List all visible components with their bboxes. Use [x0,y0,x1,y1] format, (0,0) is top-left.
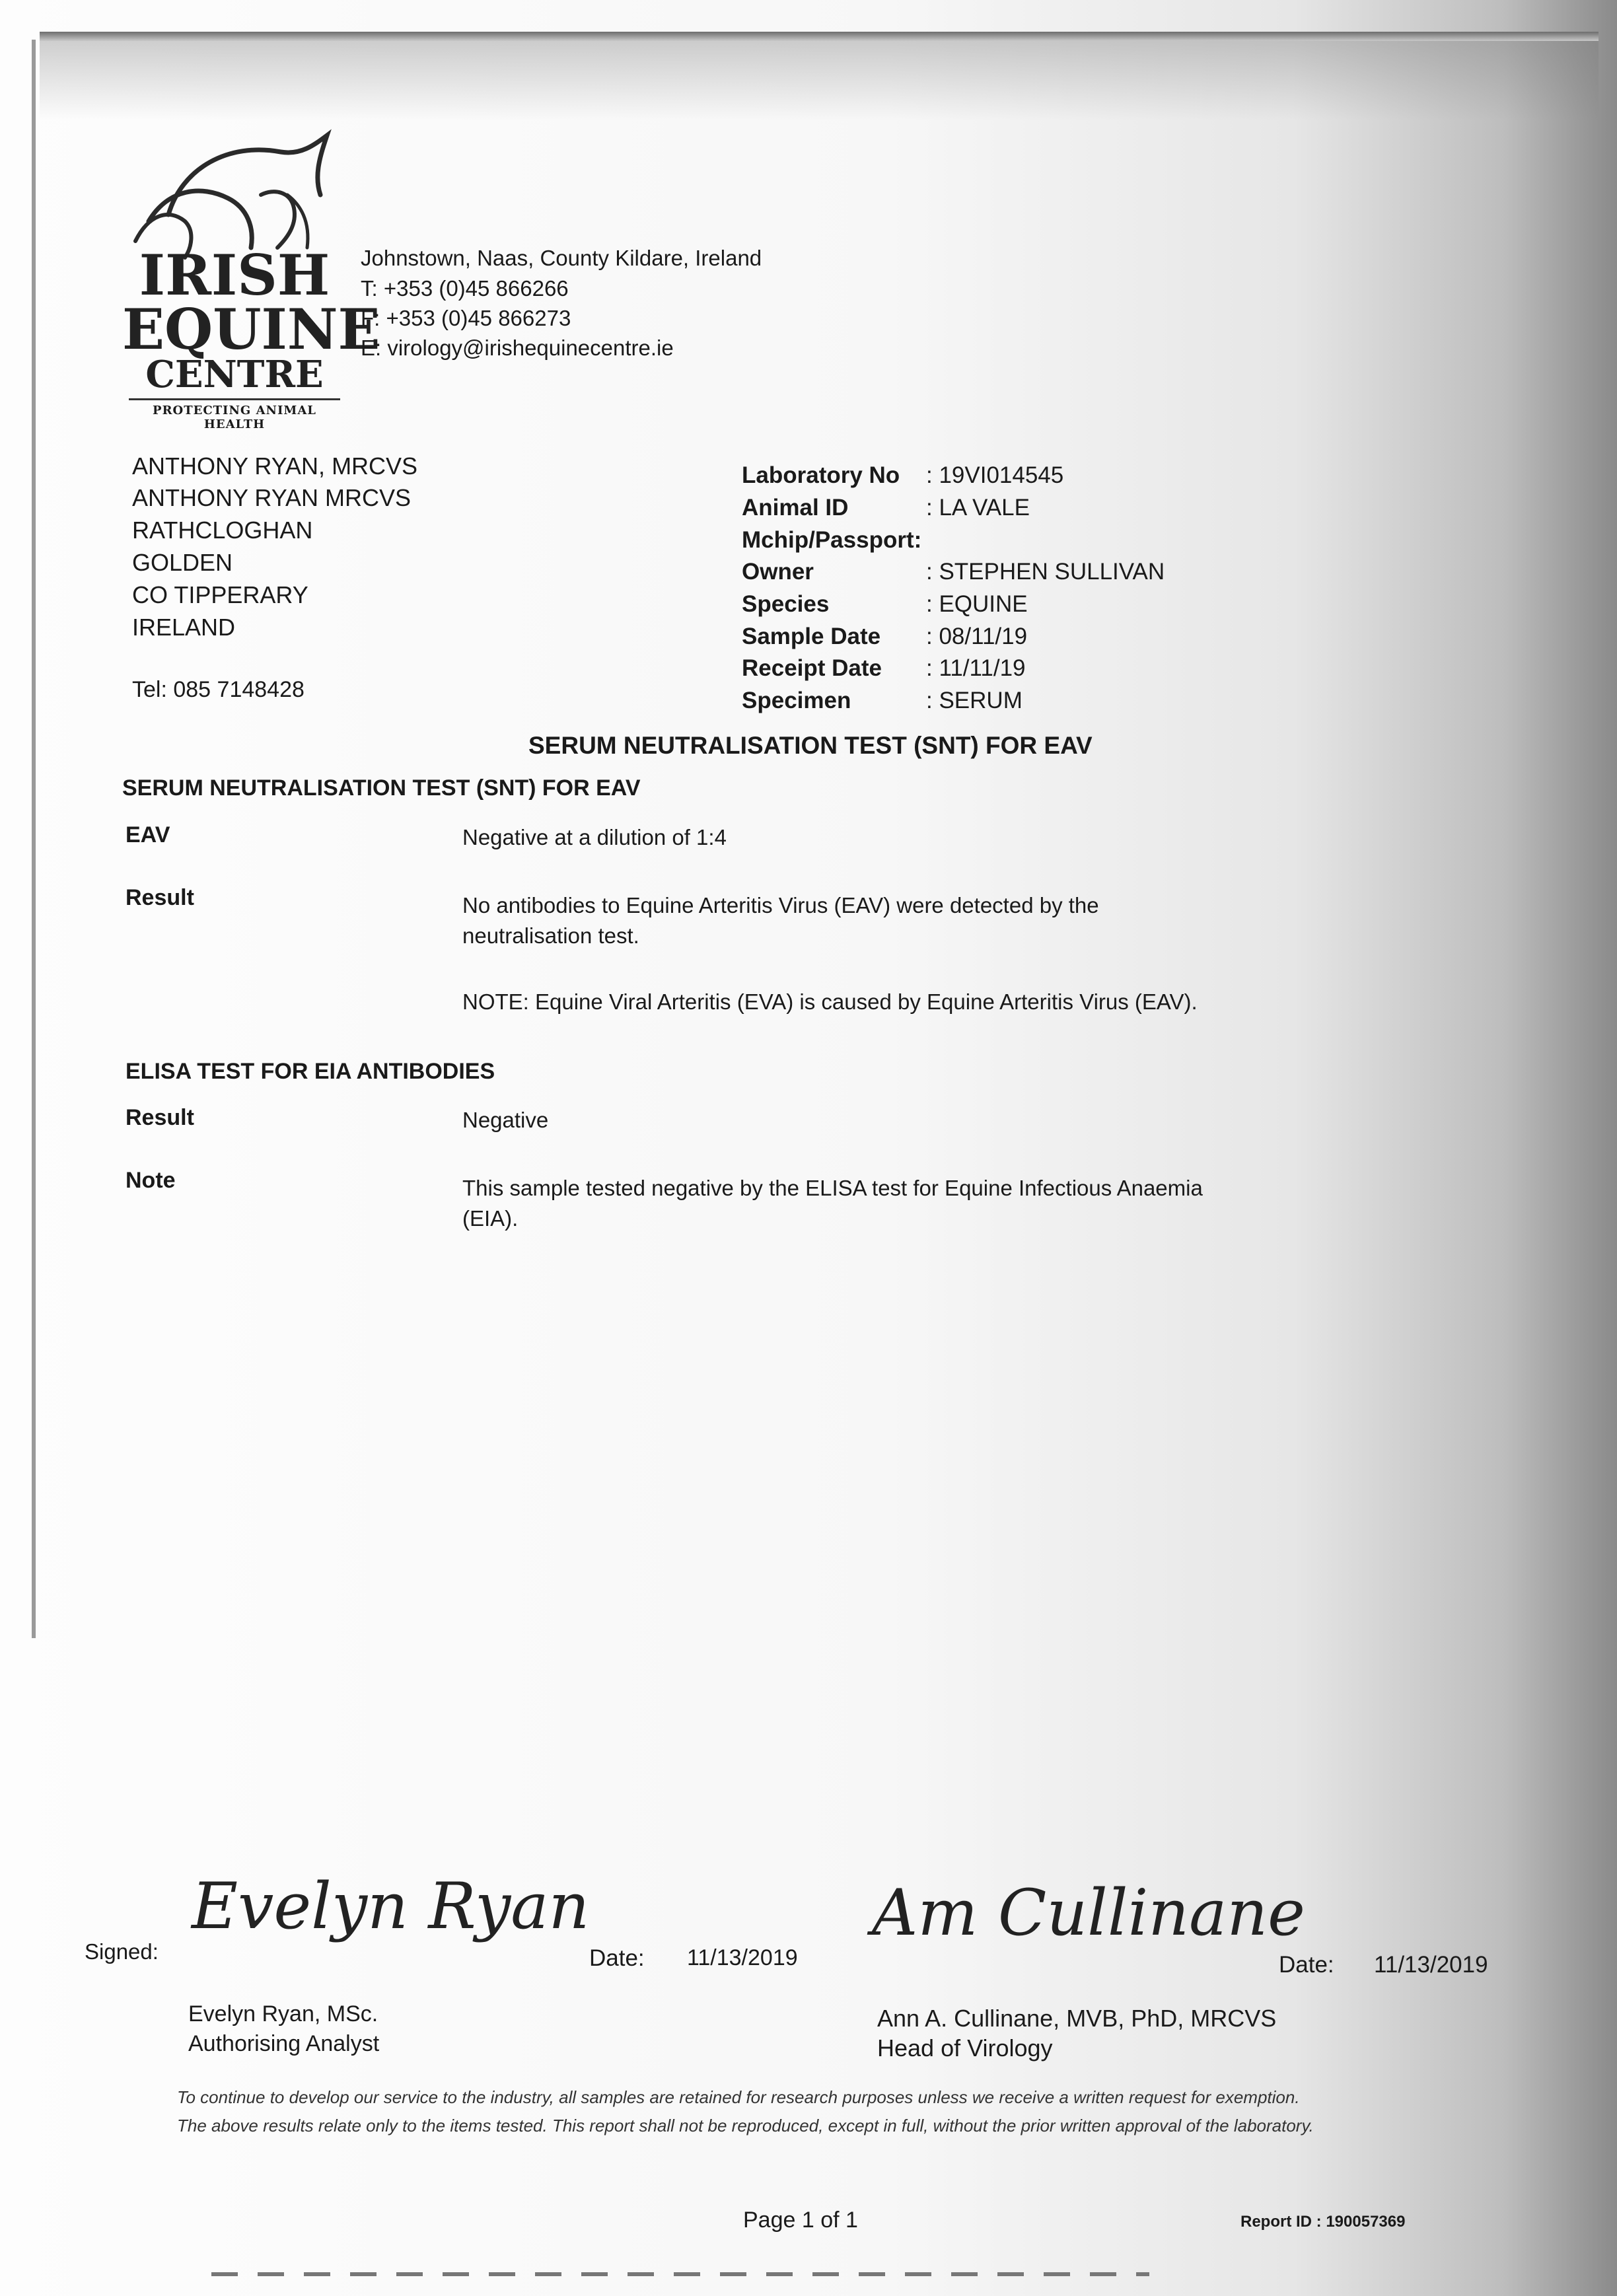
lab-info-value: : 11/11/19 [926,655,1026,681]
logo [122,116,380,431]
org-email: E: virology@irishequinecentre.ie [361,336,674,360]
lab-info-value: : EQUINE [926,591,1028,617]
eav-label: EAV [126,822,170,847]
logo-tagline: PROTECTING ANIMAL HEALTH [153,404,316,431]
lab-info-value: : 08/11/19 [926,624,1028,649]
paper-left-edge [32,40,36,1638]
scan-bottom-artifact [211,2272,1149,2276]
lab-info-label: Specimen [742,688,851,713]
sig1-name: Evelyn Ryan, MSc. [188,2001,378,2027]
recipient-line: GOLDEN [132,549,233,576]
page-number: Page 1 of 1 [743,2207,858,2233]
lab-info-value: : LA VALE [926,495,1030,520]
snt-result-value: No antibodies to Equine Arteritis Virus (EAV) were detected by the neutralisation test. [462,893,1099,948]
eav-value: Negative at a dilution of 1:4 [462,825,727,849]
recipient-line: RATHCLOGHAN [132,517,313,544]
sig2-role: Head of Virology [877,2034,1053,2062]
lab-info-value: : STEPHEN SULLIVAN [926,559,1165,585]
main-title: SERUM NEUTRALISATION TEST (SNT) FOR EAV [528,732,1093,759]
lab-info-label: Sample Date [742,624,881,649]
logo-line2: EQUINE [122,297,380,362]
sig2-date-label: Date: [1279,1952,1334,1978]
recipient-line: CO TIPPERARY [132,581,308,608]
sig2-name: Ann A. Cullinane, MVB, PhD, MRCVS [877,2005,1277,2032]
snt-result-label: Result [126,885,194,910]
logo-line1: IRISH [139,242,330,308]
recipient-line: ANTHONY RYAN MRCVS [132,484,412,511]
lab-info-value: : SERUM [926,688,1023,713]
elisa-result-value: Negative [462,1108,549,1132]
elisa-heading: ELISA TEST FOR EIA ANTIBODIES [126,1059,495,1084]
snt-heading: SERUM NEUTRALISATION TEST (SNT) FOR EAV [122,775,641,801]
recipient-line: ANTHONY RYAN, MRCVS [132,452,418,480]
paper-top-edge [40,32,1599,41]
lab-info-label: Receipt Date [742,655,882,681]
recipient-line: IRELAND [132,614,236,641]
snt-note: NOTE: Equine Viral Arteritis (EVA) is caused by Equine Arteritis Virus (EAV). [462,989,1198,1014]
org-phone: T: +353 (0)45 866266 [361,276,569,301]
disclaimer-line: The above results relate only to the items tested. This report shall not be reproduced, except in full, without the prior written approval of the laboratory. [177,2116,1314,2135]
org-address: Johnstown, Naas, County Kildare, Ireland [361,246,762,270]
elisa-note-value: This sample tested negative by the ELISA test for Equine Infectious Anaemia (EIA). [462,1176,1203,1231]
recipient-tel: Tel: 085 7148428 [132,677,305,702]
lab-info-label: Mchip/Passport: [742,527,922,553]
lab-info-label: Animal ID [742,495,849,520]
top-shadow [40,41,1599,120]
sig1-role: Authorising Analyst [188,2031,380,2056]
lab-info-value: : 19VI014545 [926,462,1064,488]
signature-evelyn-ryan: Evelyn Ryan [192,1869,590,1943]
disclaimer-line: To continue to develop our service to the industry, all samples are retained for research purposes unless we receive a written request for exemption. [177,2087,1300,2107]
horse-logo-icon [122,116,347,261]
signature-ann-cullinane: Am Cullinane [872,1876,1305,1950]
elisa-result-label: Result [126,1105,194,1130]
org-fax: F: +353 (0)45 866273 [361,306,571,330]
elisa-note-label: Note [126,1168,176,1193]
signed-label: Signed: [85,1939,159,1964]
report-id: Report ID : 190057369 [1240,2213,1406,2231]
lab-info-label: Owner [742,559,814,585]
lab-info-label: Species [742,591,830,617]
lab-info-label: Laboratory No [742,462,900,488]
logo-divider [129,398,340,400]
sig2-date: 11/13/2019 [1374,1952,1488,1978]
logo-line3: CENTRE [145,353,324,396]
sig1-date-label: Date: [589,1945,645,1971]
sig1-date: 11/13/2019 [687,1945,798,1970]
